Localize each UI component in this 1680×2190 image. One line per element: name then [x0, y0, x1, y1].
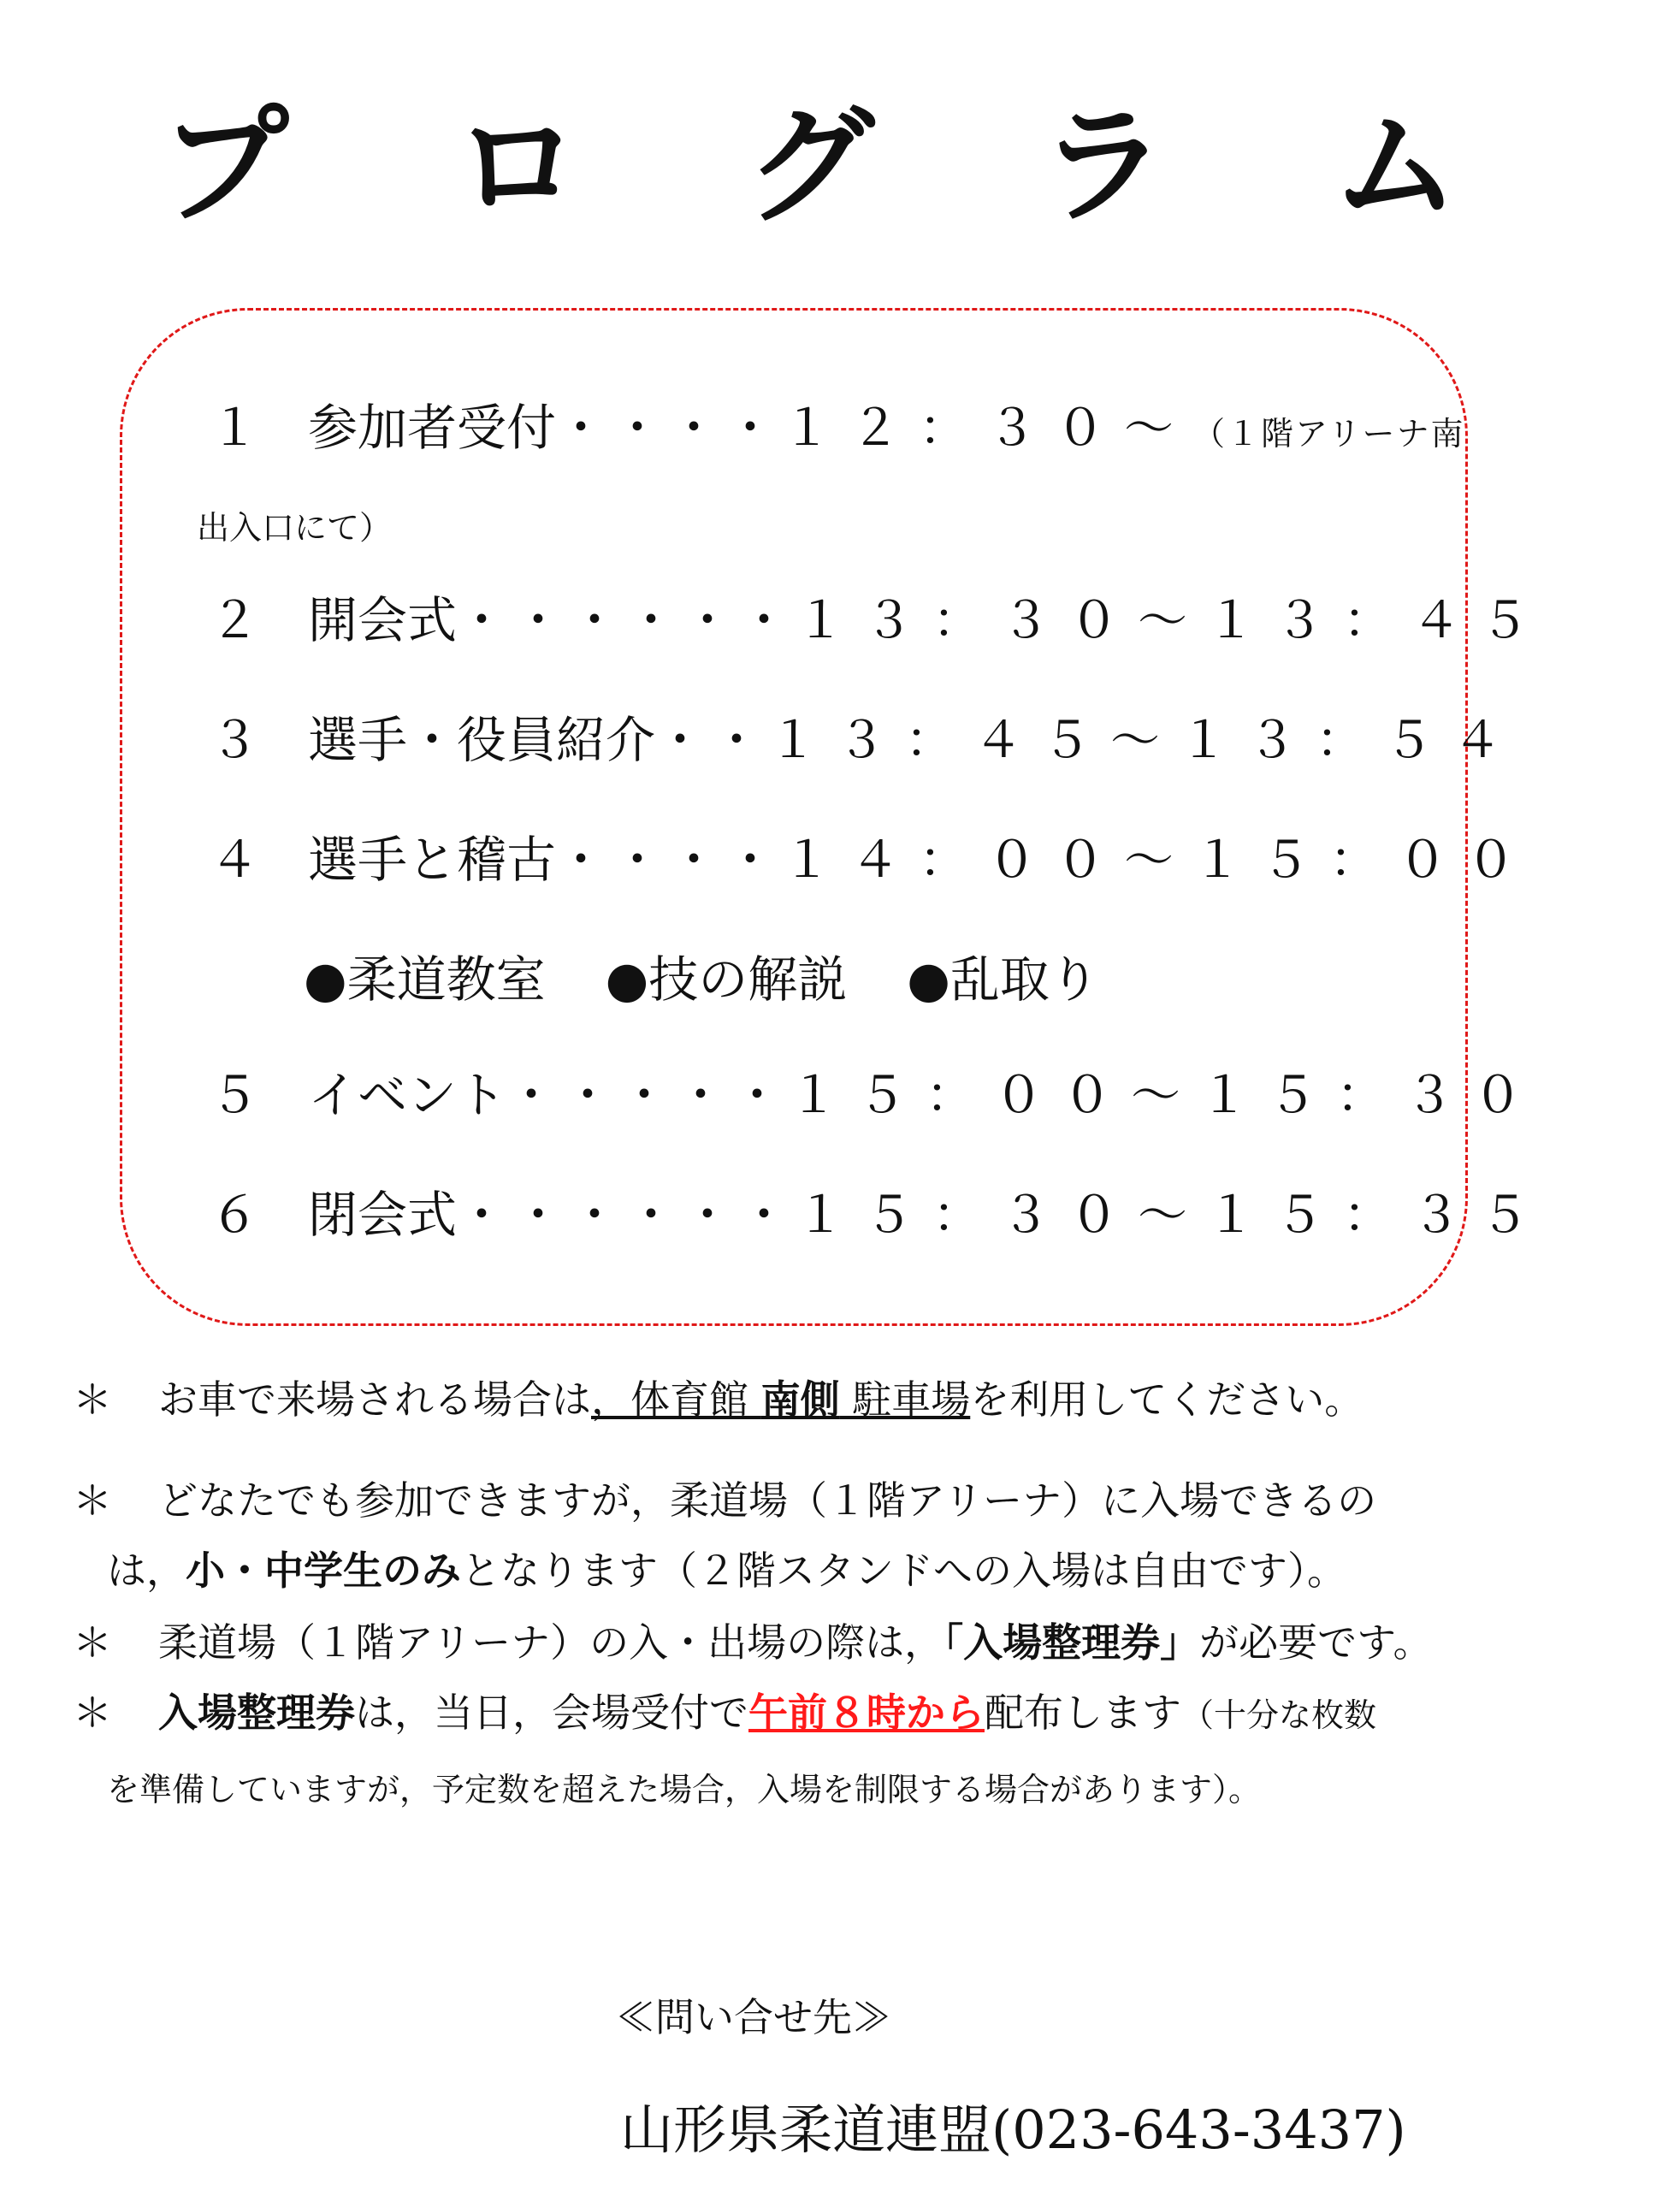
- notice-text: 駐車場: [839, 1376, 971, 1423]
- asterisk-icon: ＊: [73, 1690, 112, 1736]
- item-number: ６: [210, 1186, 260, 1244]
- notice-text: 柔道場（１階アリーナ）の入・出場の際は，: [158, 1619, 944, 1666]
- notice-emphasis: 「入場整理券」: [944, 1619, 1200, 1666]
- notice-emphasis: 南側: [760, 1376, 840, 1423]
- notice-ticket-distribution: [73, 1687, 1664, 1738]
- item-time: １３：３０～１３：４５: [796, 591, 1549, 649]
- notice-participation-cont: [107, 1545, 1346, 1596]
- notice-parking: [73, 1374, 1664, 1425]
- item-dots: ・・・・・: [506, 1066, 790, 1124]
- contact-organization: 山形県柔道連盟(023-643-3437): [620, 2098, 1406, 2161]
- asterisk-icon: ＊: [73, 1619, 112, 1666]
- program-item-6: [210, 1185, 1549, 1245]
- notice-text: が必要です。: [1199, 1619, 1433, 1666]
- page-title: プ ロ グ ラ ム: [160, 92, 1520, 241]
- item-dots: ・・・・・・: [457, 1186, 796, 1244]
- notice-emphasis: 入場整理券: [158, 1690, 355, 1736]
- notice-text: を利用してください。: [970, 1376, 1364, 1423]
- item-name: イベント: [308, 1066, 507, 1124]
- notice-text: は，当日，会場受付で: [355, 1690, 748, 1736]
- notice-ticket-required: [73, 1617, 1664, 1668]
- item-name: 選手と稽古: [308, 831, 557, 889]
- program-item-1: [210, 398, 1465, 458]
- notice-text: 配布します: [985, 1690, 1181, 1736]
- asterisk-icon: ＊: [73, 1376, 112, 1423]
- item-name: 参加者受付: [308, 399, 557, 457]
- notice-text: ，体育館: [591, 1376, 761, 1423]
- item-number: ２: [210, 591, 260, 649]
- program-item-4: [210, 830, 1535, 890]
- item-dots: ・・・・: [556, 831, 783, 889]
- notice-participation: [73, 1475, 1664, 1526]
- item-time: １５：００～１５：３０: [789, 1066, 1542, 1124]
- program-item-2: [210, 590, 1549, 650]
- item-dots: ・・・・・・: [457, 591, 796, 649]
- item-name: 閉会式: [308, 1186, 458, 1244]
- activity-judo-class: ●柔道教室: [304, 950, 546, 1009]
- item-name: 開会式: [308, 591, 458, 649]
- activity-technique-explanation: ●技の解説: [605, 950, 848, 1009]
- item-number: ５: [210, 1066, 260, 1124]
- program-item-5: [210, 1065, 1542, 1125]
- item-1-note-continued: 出入口にて）: [197, 509, 393, 547]
- program-item-3: [210, 710, 1522, 770]
- notice-text: は，: [107, 1548, 186, 1594]
- notice-highlight: 午前８時から: [748, 1690, 985, 1736]
- item-time: １３：４５～１３：５４: [768, 711, 1522, 769]
- activity-randori: ●乱取り: [907, 950, 1099, 1009]
- item-time: １４：００～１５：００: [782, 831, 1535, 889]
- notice-text: となります（２階スタンドへの入場は自由です）。: [461, 1548, 1346, 1594]
- contact-heading: ≪問い合せ先≫: [616, 1994, 891, 2040]
- item-time: １５：３０～１５：３５: [796, 1186, 1549, 1244]
- item-dots: ・・: [655, 711, 769, 769]
- notice-text: （十分な枚数: [1181, 1696, 1377, 1734]
- item-number: １: [210, 399, 260, 457]
- asterisk-icon: ＊: [73, 1477, 112, 1524]
- item-dots: ・・・・: [556, 399, 783, 457]
- activity-list: [304, 950, 1159, 1009]
- notice-emphasis: 小・中学生のみ: [186, 1548, 461, 1594]
- item-number: ３: [210, 711, 260, 769]
- notice-text: お車で来場される場合は: [158, 1376, 591, 1423]
- item-time: １２：３０～: [782, 399, 1193, 457]
- item-note: （１階アリーナ南: [1192, 415, 1465, 453]
- notice-ticket-distribution-cont: を準備していますが，予定数を超えた場合，入場を制限する場合があります）。: [107, 1771, 1262, 1808]
- item-number: ４: [210, 831, 260, 889]
- notice-text: どなたでも参加できますが，柔道場（１階アリーナ）に入場できるの: [158, 1477, 1377, 1524]
- item-name: 選手・役員紹介: [308, 711, 656, 769]
